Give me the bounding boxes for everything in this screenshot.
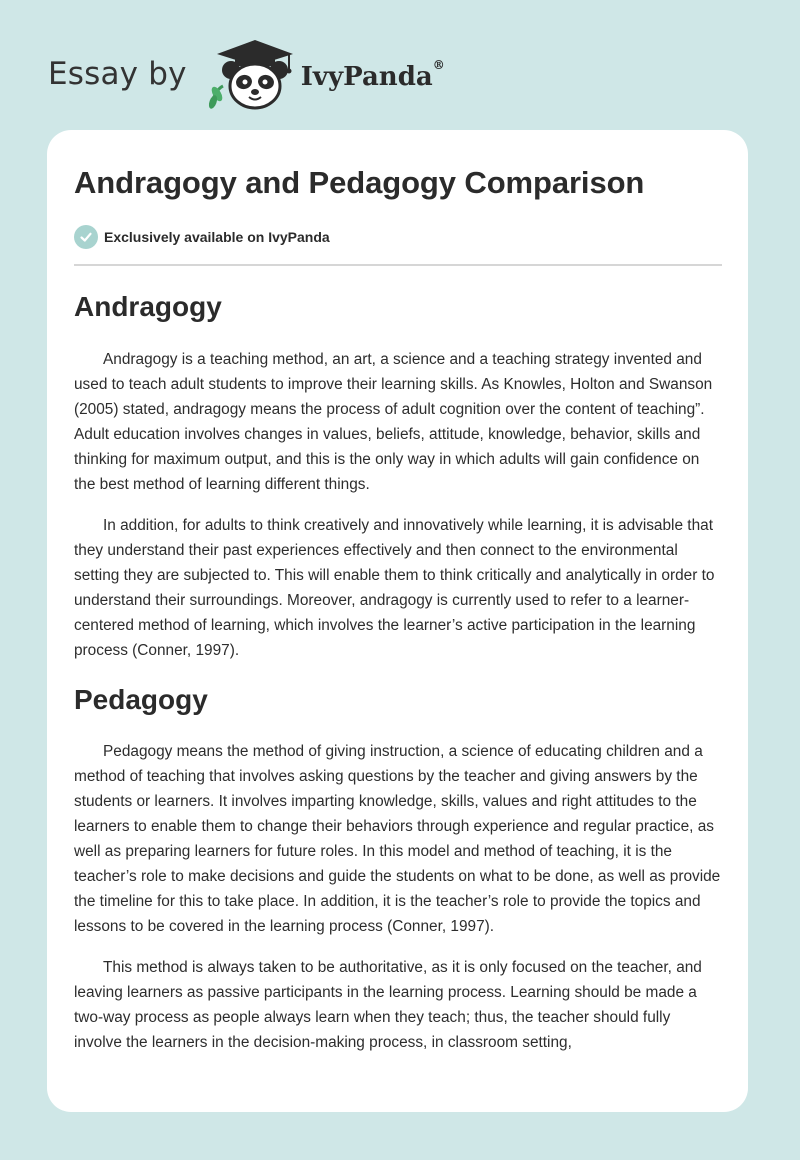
site-header	[48, 36, 445, 112]
section-pedagogy	[74, 683, 722, 1056]
section-heading: Andragogy	[74, 291, 222, 323]
panda-logo-icon[interactable]	[205, 36, 297, 112]
paragraph: In addition, for adults to think creatively and innovatively while learning, it is advisable that they understand their past experiences effectively and then connect to the environmental setting they are subjected to. This will enable them to think critically and analytically in order to understand their surroundings. Moreover, andragogy is currently used to refer to a learner-centered method of learning, which involves the learner’s active participation in the learning process (Conner, 1997).	[74, 516, 715, 659]
article-title: Andragogy and Pedagogy Comparison	[74, 165, 645, 200]
section-heading: Pedagogy	[74, 683, 208, 715]
paragraph: This method is always taken to be authoritative, as it is only focused on the teacher, and leaving learners as passive participants in the learning process. Learning should be made a two-way process as people always learn when they teach; thus, the teacher should fully involve the learners in the decision-making process, in classroom setting,	[74, 959, 702, 1052]
brand-prefix: Essay by	[48, 56, 187, 92]
section-andragogy	[74, 290, 722, 663]
exclusive-badge	[74, 225, 722, 249]
paragraph: Pedagogy means the method of giving instruction, a science of educating children and a method of teaching that involves asking questions by the teacher and giving answers by the students or learners. It involves imparting knowledge, skills, values and right attitudes to the learners to enable them to change their behaviors through experience and regular practice, as well as preparing learners for future roles. In this model and method of teaching, it is the teacher’s role to make decisions and guide the students on what to be done, as well as provide the timeline for this to take place. In addition, it is the teacher’s role to provide the topics and lessons to be covered in the learning process (Conner, 1997).	[74, 743, 721, 936]
brand-name[interactable]: IvyPanda®	[300, 58, 445, 92]
title-divider	[74, 264, 722, 266]
badge-text: Exclusively available on IvyPanda	[104, 229, 330, 246]
check-icon	[74, 225, 98, 249]
article-card	[47, 130, 748, 1112]
paragraph: Andragogy is a teaching method, an art, a science and a teaching strategy invented and used to teach adult students to improve their learning skills. As Knowles, Holton and Swanson (2005) stated, andragogy means the process of adult cognition over the content of teaching”. Adult education involves changes in values, beliefs, attitude, knowledge, behavior, skills and thinking for maximum output, and this is the only way in which adults will gain confidence on the best method of learning different things.	[74, 350, 713, 493]
